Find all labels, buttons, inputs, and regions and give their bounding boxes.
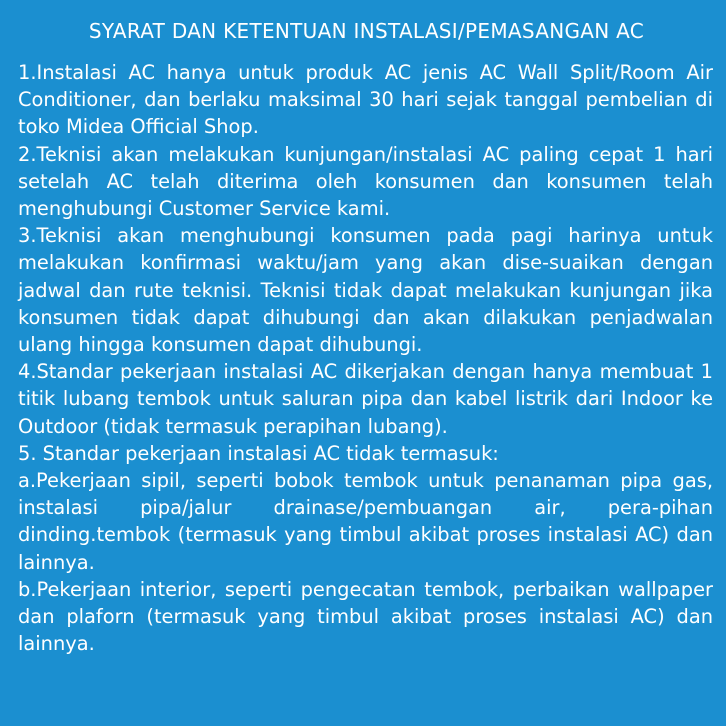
term-item-5b: b.Pekerjaan interior, seperti pengecatan tembok, perbaikan wallpaper dan plaforn (termasuk yang timbul akibat proses instalasi AC) dan lainnya. xyxy=(18,577,713,656)
term-item-5-heading: 5. Standar pekerjaan instalasi AC tidak termasuk: xyxy=(18,441,499,465)
document-title: SYARAT DAN KETENTUAN INSTALASI/PEMASANGAN AC xyxy=(88,19,645,43)
term-item-1: 1.Instalasi AC hanya untuk produk AC jenis AC Wall Split/Room Air Conditioner, dan berlaku maksimal 30 hari sejak tanggal pembelian di toko Midea Official Shop. xyxy=(18,61,713,139)
term-item-4: 4.Standar pekerjaan instalasi AC dikerjakan dengan hanya membuat 1 titik lubang tembok untuk saluran pipa dan kabel listrik dari Indoor ke Outdoor (tidak termasuk perapihan lubang). xyxy=(18,360,713,438)
term-item-5a: a.Pekerjaan sipil, seperti bobok tembok untuk penanaman pipa gas, instalasi pipa/jalur drainase/pembuangan air, pera-pihan dinding.tembok (termasuk yang timbul akibat proses instalasi AC) dan lainnya. xyxy=(18,469,713,574)
terms-list xyxy=(18,59,713,657)
term-item-3: 3.Teknisi akan menghubungi konsumen pada pagi harinya untuk melakukan konfirmasi waktu/jam yang akan dise-suaikan dengan jadwal dan rute teknisi. Teknisi tidak dapat melakukan kunjungan jika konsumen tidak dapat dihubungi dan akan dilakukan penjadwalan ulang hingga konsumen dapat dihubungi. xyxy=(18,224,713,357)
term-item-2: 2.Teknisi akan melakukan kunjungan/instalasi AC paling cepat 1 hari setelah AC telah diterima oleh konsumen dan konsumen telah menghubungi Customer Service kami. xyxy=(18,142,713,221)
